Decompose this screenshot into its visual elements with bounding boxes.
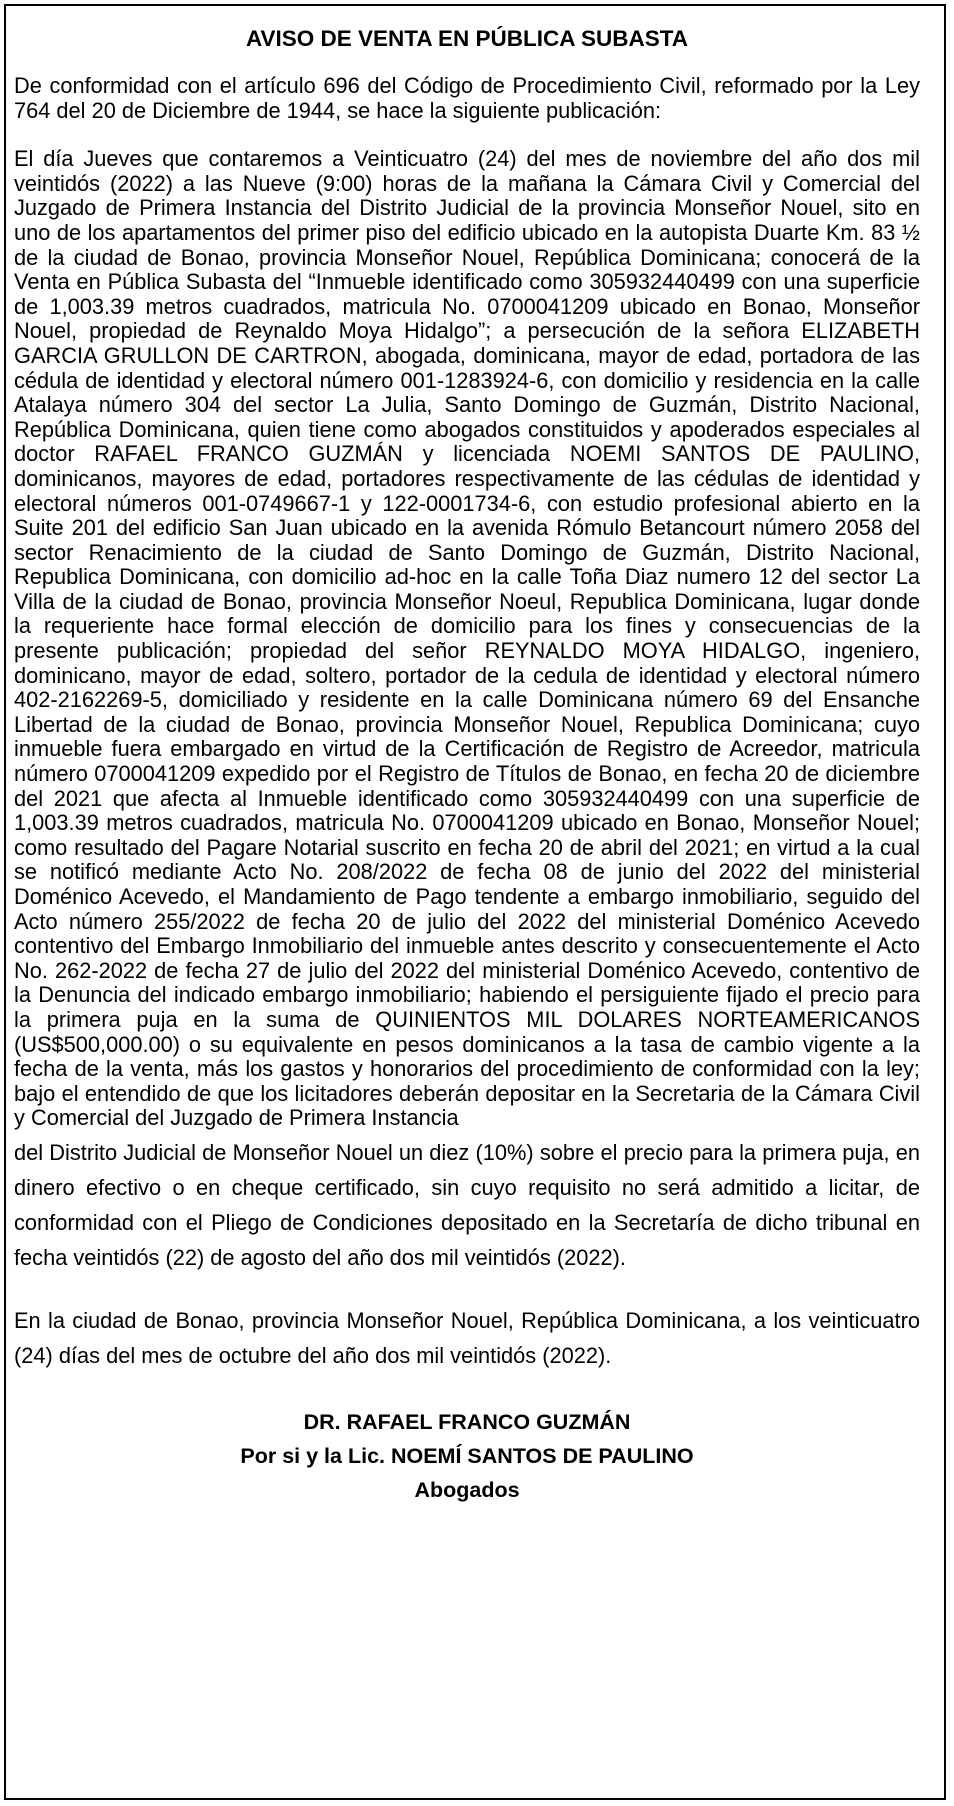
signature-role: Abogados [414, 1477, 520, 1502]
signature-name: DR. RAFAEL FRANCO GUZMÁN [303, 1409, 631, 1434]
closing-paragraph: En la ciudad de Bonao, provincia Monseñor Nouel, República Dominicana, a los veinticuatro (24) días del mes de octubre del año dos mil veintidós (2022). [14, 1307, 920, 1368]
notice-title: AVISO DE VENTA EN PÚBLICA SUBASTA [245, 26, 689, 51]
body-paragraph: El día Jueves que contaremos a Veinticuatro (24) del mes de noviembre del año dos mil veintidós (2022) a las Nueve (9:00) horas de la mañana la Cámara Civil y Comercial del Juzgado de Primera Instancia del Distrito Judicial de la provincia Monseñor Nouel, sito en uno de los apartamentos del primer piso del edificio ubicado en la autopista Duarte Km. 83 ½ de la ciudad de Bonao, provincia Monseñor Nouel, República Dominicana; conocerá de la Venta en Pública Subasta del “Inmueble identificado como 305932440499 con una superficie de 1,003.39 metros cuadrados, matricula No. 0700041209 ubicado en Bonao, Monseñor Nouel, propiedad de Reynaldo Moya Hidalgo”; a persecución de la señora ELIZABETH GARCIA GRULLON DE CARTRON, abogada, dominicana, mayor de edad, portadora de las cédula de identidad y electoral número 001-1283924-6, con domicilio y residencia en la calle Atalaya número 304 del sector La Julia, Santo Domingo de Guzmán, Distrito Nacional, República Dominicana, quien tiene como abogados constituidos y apoderados especiales al doctor RAFAEL FRANCO GUZMÁN y licenciada NOEMI SANTOS DE PAULINO, dominicanos, mayores de edad, portadores respectivamente de las cédulas de identidad y electoral números 001-0749667-1 y 122-0001734-6, con estudio profesional abierto en la Suite 201 del edificio San Juan ubicado en la avenida Rómulo Betancourt número 2058 del sector Renacimiento de la ciudad de Santo Domingo de Guzmán, Distrito Nacional, Republica Dominicana, con domicilio ad-hoc en la calle Toña Diaz numero 12 del sector La Villa de la ciudad de Bonao, provincia Monseñor Noeul, Republica Dominicana, lugar donde la requeriente hace formal elección de domicilio para los fines y consecuencias de la presente publicación; propiedad del señor REYNALDO MOYA HIDALGO, ingeniero, dominicano, mayor de edad, soltero, portador de la cedula de identidad y electoral número 402-2162269-5, domiciliado y residente en la calle Dominicana número 69 del Ensanche Libertad de la ciudad de Bonao, provincia Monseñor Nouel, Republica Dominicana; cuyo inmueble fuera embargado en virtud de la Certificación de Registro de Acreedor, matricula número 0700041209 expedido por el Registro de Títulos de Bonao, en fecha 20 de diciembre del 2021 que afecta al Inmueble identificado como 305932440499 con una superficie de 1,003.39 metros cuadrados, matricula No. 0700041209 ubicado en Bonao, Monseñor Nouel; como resultado del Pagare Notarial suscrito en fecha 20 de abril del 2021; en virtud a la cual se notificó mediante Acto No. 208/2022 de fecha 08 de junio del 2022 del ministerial Doménico Acevedo, el Mandamiento de Pago tendente a embargo inmobiliario, seguido del Acto número 255/2022 de fecha 20 de julio del 2022 del ministerial Doménico Acevedo contentivo del Embargo Inmobiliario del inmueble antes descrito y consecuentemente el Acto No. 262-2022 de fecha 27 de julio del 2022 del ministerial Doménico Acevedo, contentivo de la Denuncia del indicado embargo inmobiliario; habiendo el persiguiente fijado el precio para la primera puja en la suma de QUINIENTOS MIL DOLARES NORTEAMERICANOS (US$500,000.00) o su equivalente en pesos dominicanos a la tasa de cambio vigente a la fecha de la venta, más los gastos y honorarios del procedimiento de conformidad con la ley; bajo el entendido de que los licitadores deberán depositar en la Secretaria de la Cámara Civil y Comercial del Juzgado de Primera Instancia [14, 146, 920, 1131]
signature-block [14, 1405, 920, 1507]
notice-content [14, 26, 920, 1507]
body-paragraph-continuation: del Distrito Judicial de Monseñor Nouel un diez (10%) sobre el precio para la primera puja, en dinero efectivo o en cheque certificado, sin cuyo requisito no será admitido a licitar, de conformidad con el Pliego de Condiciones depositado en la Secretaría de dicho tribunal en fecha veintidós (22) de agosto del año dos mil veintidós (2022). [14, 1139, 920, 1270]
intro-paragraph: De conformidad con el artículo 696 del Código de Procedimiento Civil, reformado por la Ley 764 del 20 de Diciembre de 1944, se hace la siguiente publicación: [14, 73, 920, 123]
signature-associate: Por si y la Lic. NOEMÍ SANTOS DE PAULINO [240, 1443, 694, 1468]
